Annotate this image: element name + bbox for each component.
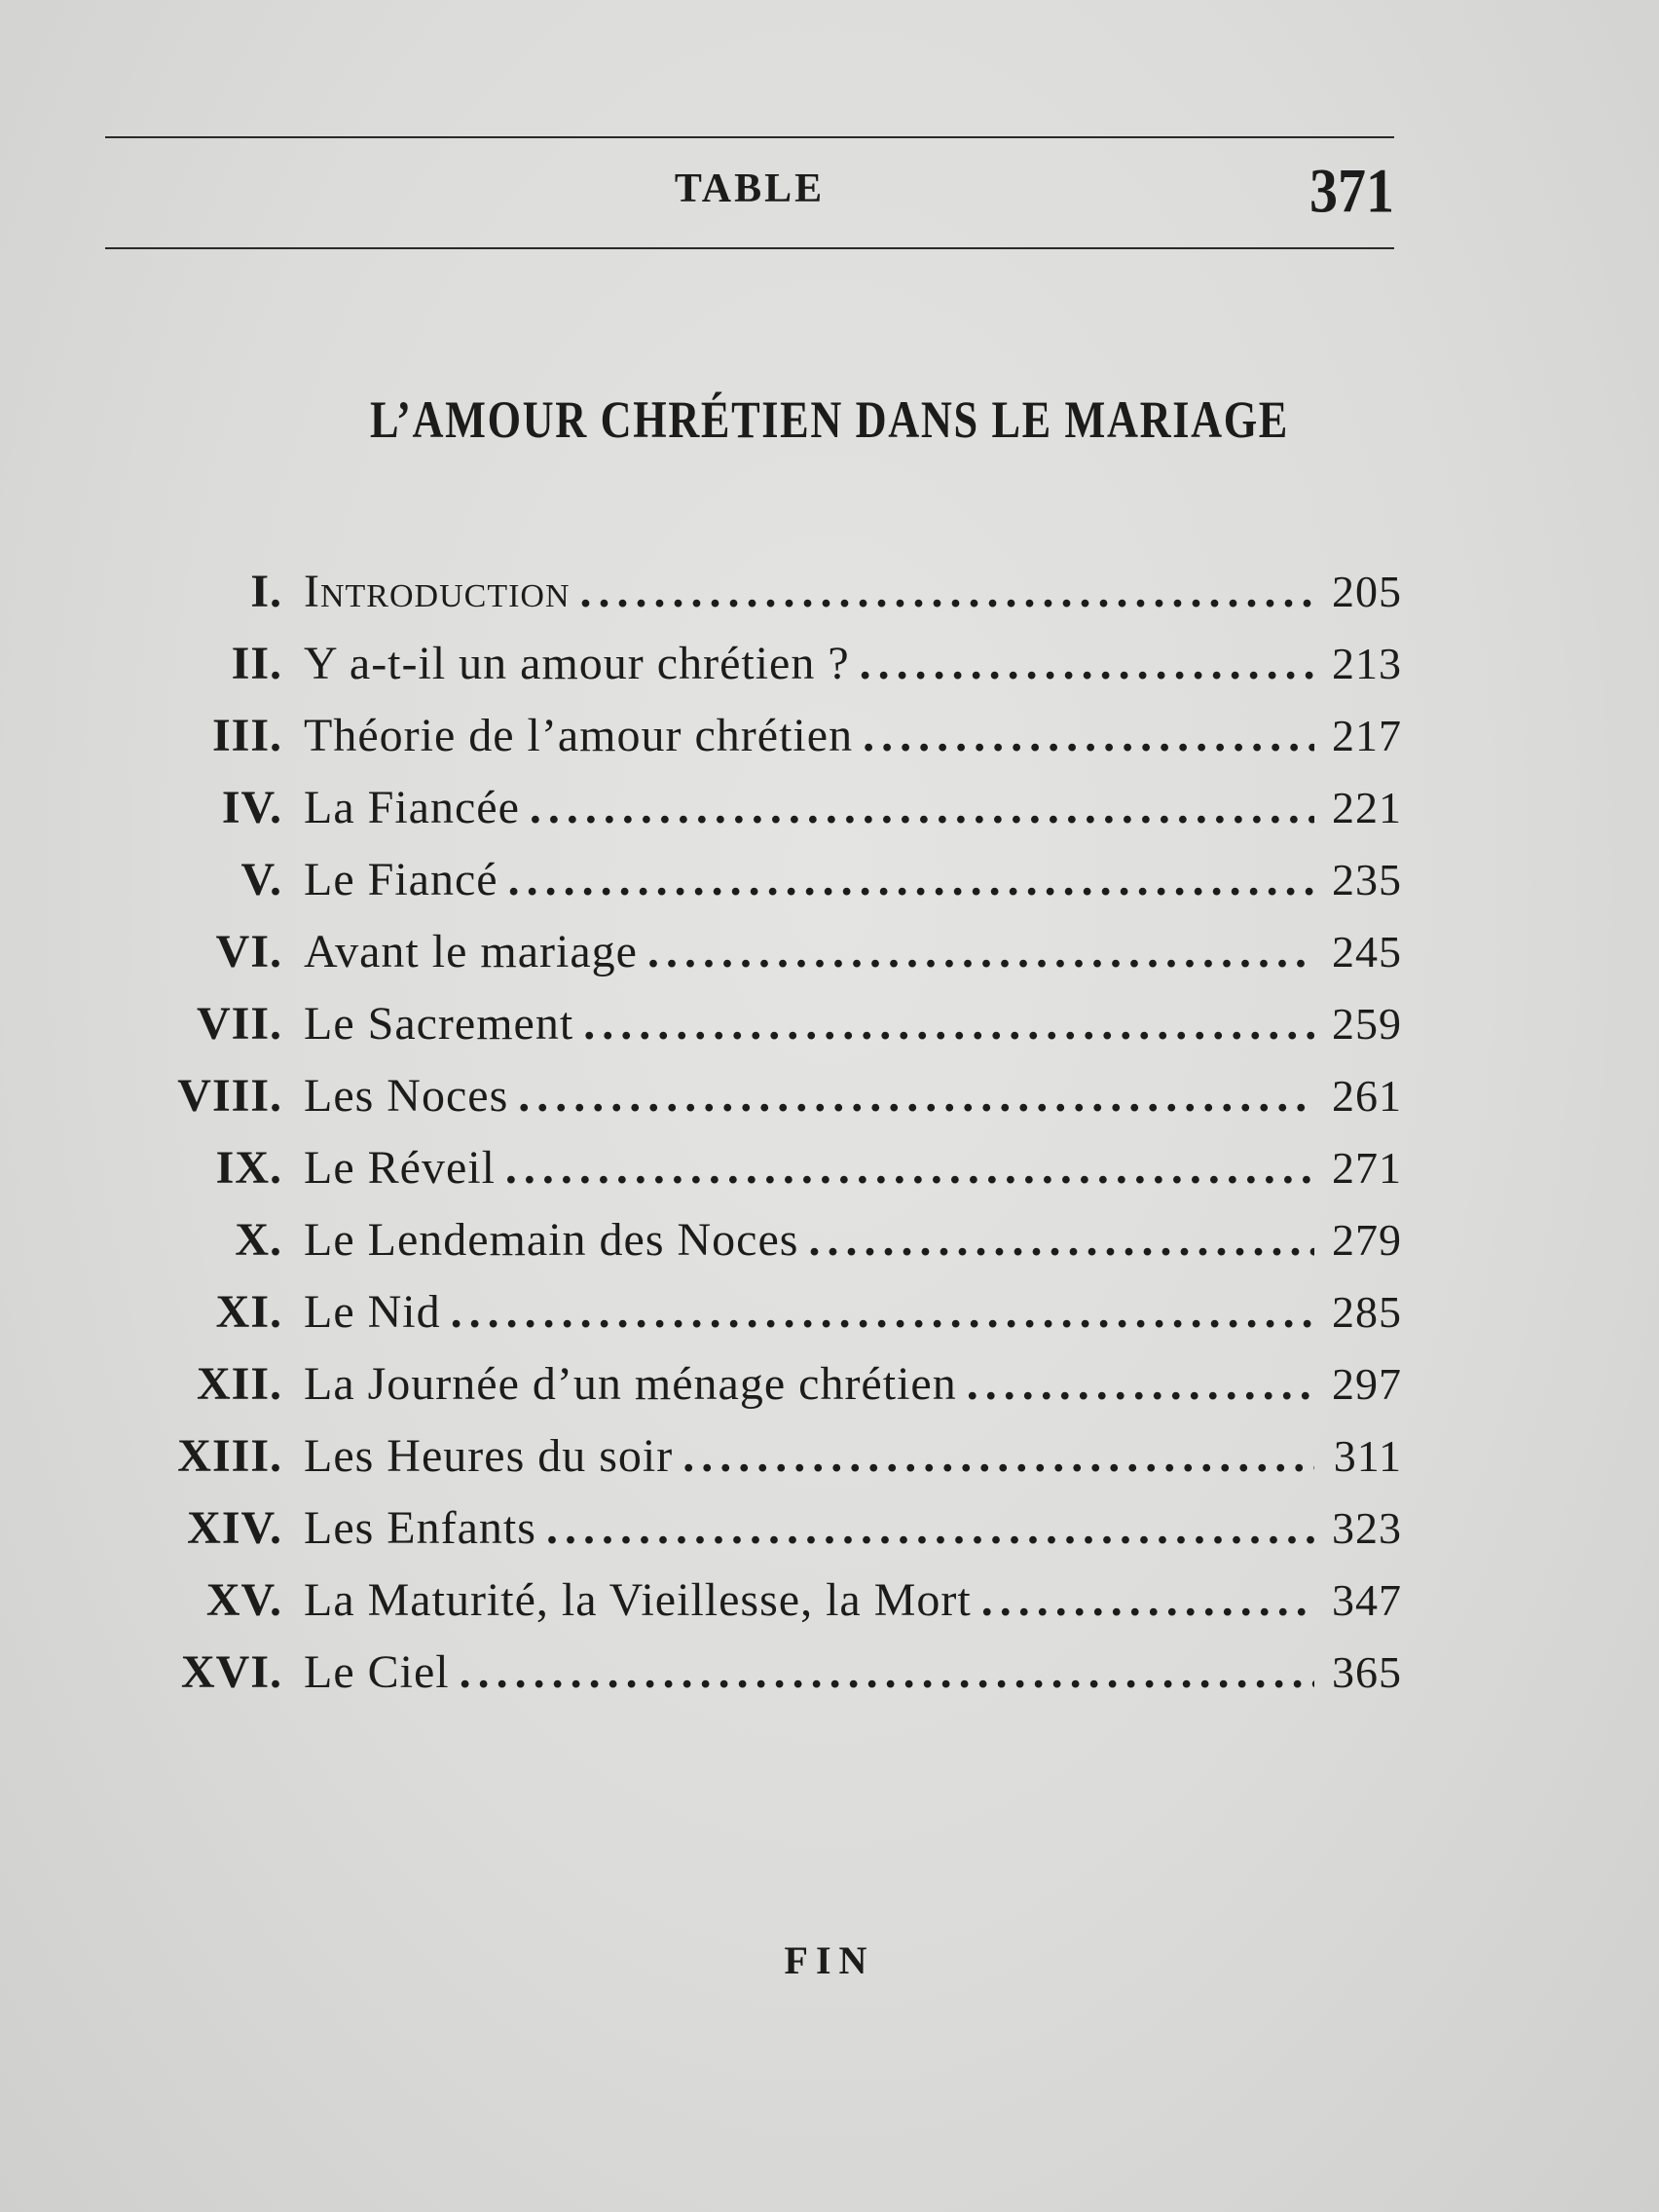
toc-entry (156, 1501, 1402, 1573)
toc-entry (156, 781, 1402, 853)
toc-entry (156, 997, 1402, 1069)
toc-chapter-title: Les Enfants (304, 1502, 536, 1554)
toc-leader-dots (580, 565, 1314, 618)
toc-chapter-number: III. (211, 710, 282, 761)
toc-chapter-number: XV. (205, 1574, 282, 1626)
toc-chapter-number: X. (235, 1214, 282, 1266)
toc-page-number: 297 (1332, 1359, 1402, 1409)
toc-chapter-number: VIII. (177, 1070, 282, 1122)
toc-chapter-title: La Fiancée (304, 782, 520, 833)
toc-leader-dots (967, 1357, 1314, 1411)
toc-leader-dots (860, 637, 1314, 690)
toc-entry (156, 1357, 1402, 1429)
toc-entry (156, 637, 1402, 709)
toc-leader-dots (808, 1213, 1314, 1267)
end-marker: FIN (784, 1938, 875, 1982)
toc-leader-dots (981, 1573, 1314, 1627)
toc-leader-dots (546, 1501, 1314, 1555)
toc-chapter-number: IX. (215, 1142, 282, 1194)
toc-chapter-number: XIII. (177, 1430, 282, 1482)
toc-chapter-number: XVI. (180, 1646, 282, 1698)
toc-chapter-title: Le Lendemain des Noces (304, 1214, 799, 1266)
toc-page-number: 205 (1332, 567, 1402, 616)
toc-entry (156, 1429, 1402, 1501)
toc-page-number: 365 (1332, 1647, 1402, 1697)
toc-entry (156, 709, 1402, 781)
toc-entry (156, 1213, 1402, 1285)
toc-page-number: 261 (1332, 1071, 1402, 1121)
toc-page-number: 259 (1332, 999, 1402, 1049)
toc-chapter-number: XI. (215, 1286, 282, 1338)
toc-chapter-title: Le Nid (304, 1286, 441, 1338)
toc-chapter-title: La Journée d’un ménage chrétien (304, 1358, 957, 1410)
toc-page-number: 235 (1332, 855, 1402, 904)
toc-entry (156, 1645, 1402, 1717)
toc-page-number: 279 (1332, 1215, 1402, 1265)
toc-chapter-number: II. (231, 638, 282, 689)
toc-chapter-title: Les Noces (304, 1070, 509, 1122)
toc-leader-dots (682, 1429, 1314, 1483)
toc-chapter-title: Théorie de l’amour chrétien (304, 710, 854, 761)
toc-leader-dots (583, 997, 1314, 1051)
toc-page-number: 213 (1332, 639, 1402, 688)
toc-chapter-number: XIV. (187, 1502, 282, 1554)
toc-entry (156, 1285, 1402, 1357)
toc-chapter-title: Le Réveil (304, 1142, 496, 1194)
header-rule-top (105, 136, 1394, 138)
toc-page-number: 217 (1332, 711, 1402, 760)
toc-page-number: 347 (1332, 1575, 1402, 1625)
toc-chapter-title: Le Ciel (304, 1646, 450, 1698)
toc-chapter-number: VII. (196, 998, 282, 1050)
toc-page-number: 271 (1332, 1143, 1402, 1193)
toc-leader-dots (530, 781, 1314, 834)
toc-chapter-title: Le Sacrement (304, 998, 574, 1050)
page-number: 371 (1309, 155, 1394, 226)
running-title: TABLE (674, 166, 826, 211)
toc-chapter-number: VI. (215, 926, 282, 977)
toc-page-number: 221 (1332, 783, 1402, 832)
toc-page-number: 285 (1332, 1287, 1402, 1337)
toc-entry (156, 925, 1402, 997)
toc-entry (156, 1069, 1402, 1141)
toc-page-number: 245 (1332, 927, 1402, 977)
toc-chapter-title: La Maturité, la Vieillesse, la Mort (304, 1574, 972, 1626)
toc-leader-dots (647, 925, 1314, 978)
header-rule-bottom (105, 247, 1394, 249)
toc-entry (156, 1141, 1402, 1213)
toc-chapter-number: I. (250, 566, 282, 617)
toc-page-number: 323 (1332, 1503, 1402, 1553)
toc-chapter-title: Introduction (304, 566, 571, 617)
toc-chapter-title: Les Heures du soir (304, 1430, 674, 1482)
table-of-contents (156, 565, 1402, 1717)
toc-leader-dots (505, 1141, 1314, 1195)
toc-entry (156, 853, 1402, 925)
toc-chapter-title: Le Fiancé (304, 854, 498, 905)
toc-leader-dots (863, 709, 1314, 762)
toc-chapter-title: Y a-t-il un amour chrétien ? (304, 638, 850, 689)
section-title: L’AMOUR CHRÉTIEN DANS LE MARIAGE (370, 390, 1289, 449)
toc-chapter-title: Avant le mariage (304, 926, 638, 977)
toc-leader-dots (460, 1645, 1314, 1699)
toc-leader-dots (518, 1069, 1314, 1123)
toc-chapter-number: XII. (196, 1358, 282, 1410)
toc-leader-dots (508, 853, 1314, 906)
toc-entry (156, 1573, 1402, 1645)
toc-chapter-number: V. (240, 854, 282, 905)
running-head (105, 155, 1394, 226)
toc-page-number: 311 (1333, 1431, 1402, 1481)
toc-leader-dots (451, 1285, 1314, 1339)
toc-entry (156, 565, 1402, 637)
toc-chapter-number: IV. (221, 782, 282, 833)
